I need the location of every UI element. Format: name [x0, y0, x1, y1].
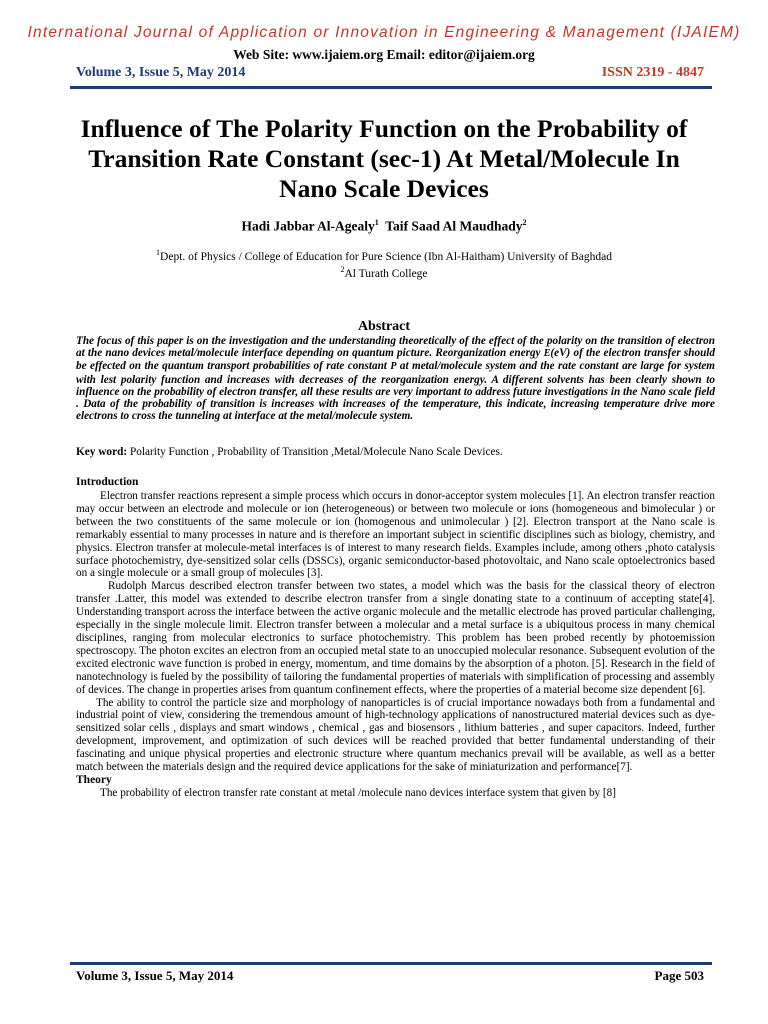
- affiliation-text: Al Turath College: [344, 267, 428, 280]
- introduction-paragraph: Electron transfer reactions represent a simple process which occurs in donor-acceptor system molecules [1]. An electron transfer reaction may occur between an electrode and molecule or ion (heterogeneous) or between two molecule or ions (homogeneous and bimolecular ) or between the two constituents of the same molecule or ion (homogenous and unimolecular ) [2]. Electron transport at the Nano scale is remarkably essential to many processes in nature and is therefore an important subject in scientific disciplines such as biology, chemistry, and physics. Electron transfer at molecule-metal interfaces is of interest to many research fields. Examples include, among others ,photo catalysis surface photochemistry, dye-sensitized solar cells (DSSCs), organic semiconductor-based photovoltaic, and Nano scale optoelectronics based on a single molecule or a small group of molecules [3].: [76, 490, 715, 580]
- abstract-part-2: (eV) of the electron transfer should be effected on the quantum transport probabilities of rate constant: [76, 347, 715, 373]
- journal-name: International Journal of Application or Innovation in Engineering & Management (IJAIEM): [27, 24, 741, 41]
- affiliation-sup: 2: [340, 265, 345, 274]
- author-sup: 2: [522, 218, 527, 227]
- author-line: [0, 218, 768, 235]
- keywords-text: Polarity Function , Probability of Transition ,Metal/Molecule Nano Scale Devices.: [127, 446, 503, 458]
- keywords-label: Key word:: [76, 446, 128, 458]
- journal-website: Web Site: www.ijaiem.org Email: editor@ijaiem.org: [233, 47, 535, 62]
- introduction-paragraph: The ability to control the particle size and morphology of nanoparticles is of crucial importance nowadays both from a fundamental and industrial point of view, considering the tremendous amount of high-technology applications of nanostructured material devices such as dye-sensitized solar cells , displays and smart windows , chemical , gas and biosensors , lithium batteries , and super capacitors. Indeed, further development, improvement, and optimization of such devices will be reached provided that better fundamental understanding of their fascinating and unique physical properties and electronic structure where quantum mechanics prevail will be available, as well as a better match between the materials design and the required device applications for the sake of miniaturization and performance[7].: [76, 696, 715, 774]
- paper-title: Influence of The Polarity Function on the Probability of Transition Rate Constant (sec-1) At Metal/Molecule In Nano Scale Devices: [80, 114, 688, 203]
- keywords: [76, 446, 715, 458]
- author-sup: 1: [374, 218, 379, 227]
- abstract-heading: Abstract: [357, 319, 411, 334]
- abstract-part-1: The focus of this paper is on the investigation and the understanding theoretically of the effect of the polarity on the transition of electron at the nano devices metal/molecule interface depending on quantum picture. Reorganization energy: [76, 335, 715, 360]
- body-text: [76, 490, 715, 800]
- author-name: Taif Saad Al Maudhady: [385, 218, 523, 234]
- header-rule: [70, 86, 712, 89]
- theory-paragraph: The probability of electron transfer rate constant at metal /molecule nano devices interface system that given by [8]: [100, 786, 616, 799]
- affiliation-sup: 1: [156, 248, 161, 257]
- affiliation-text: Dept. of Physics / College of Education for Pure Science (Ibn Al-Haitham) University of Baghdad: [160, 250, 612, 263]
- abstract-part-3: at metal/molecule system and the rate constant are large for system with lest polarity function and increases with decreases of the reorganization energy. A different solvents has been clearly shown to influence on the probability of electron transfer, all these results are very important to address future investigations in the Nano scale field . Data of the probability of transition is increases with increases of the temperature, this indicate, increasing temperature drive more electrons to cross the tunneling at interface at the metal/molecule system.: [76, 360, 715, 423]
- footer-page-number: Page 503: [654, 968, 704, 983]
- rate-constant-symbol: P: [390, 361, 397, 373]
- footer-rule: [70, 962, 712, 965]
- introduction-paragraph: Rudolph Marcus described electron transfer between two states, a model which was the basis for the classical theory of electron transfer .Latter, this model was extended to describe electron transfer from a single donating state to a continuum of accepting state[4]. Understanding transport across the interface between the active organic molecule and the metallic electrode has proved particular challenging, especially in the single molecule limit. Electron transfer between a molecular and a metal surface is a ubiquitous process in many chemical disciplines, ranging from molecular electronics to surface photochemistry. This problem has been probed recently by photoemission spectroscopy. The photon excites an electron from an occupied metal state to an unoccupied molecular resonance. Subsequent evolution of the excited electronic wave function is probed in energy, momentum, and time domains by the absorption of a photon. [5]. Research in the field of nanotechnology is fueled by the possibility of tailoring the fundamental properties of materials with simplification of processing and assembly of devices. The change in properties arises from quantum confinement effects, where the properties of a material become size dependent [6].: [76, 580, 715, 696]
- affiliation-1: [0, 248, 768, 263]
- abstract-body: [76, 335, 715, 422]
- footer-volume: Volume 3, Issue 5, May 2014: [76, 968, 234, 983]
- introduction-heading: Introduction: [76, 476, 139, 488]
- affiliation-2: [0, 265, 768, 280]
- header-issn: ISSN 2319 - 4847: [601, 65, 704, 80]
- author-name: Hadi Jabbar Al-Agealy: [241, 218, 375, 234]
- theory-heading: Theory: [76, 773, 112, 786]
- reorganization-energy-symbol: E: [543, 348, 551, 360]
- header-volume: Volume 3, Issue 5, May 2014: [76, 65, 246, 80]
